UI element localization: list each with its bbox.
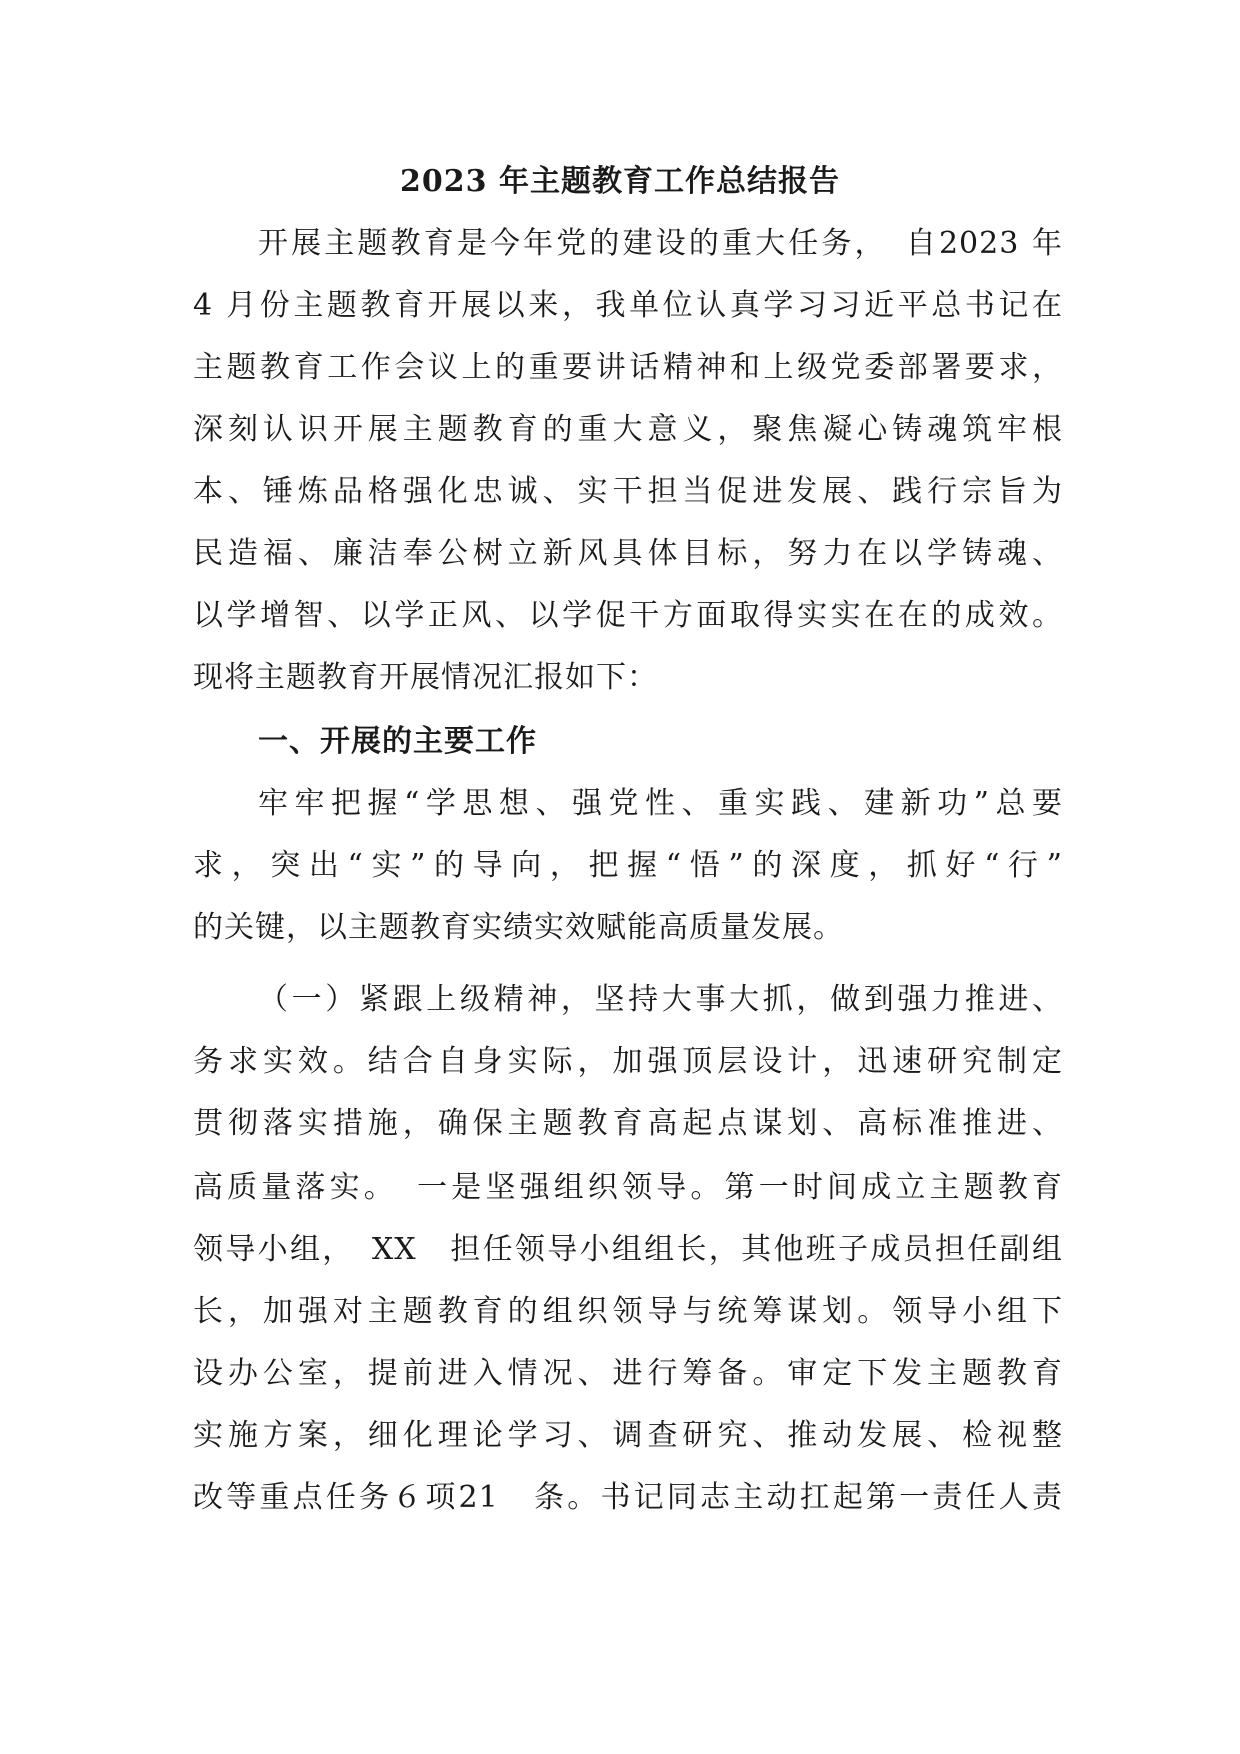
section-heading: 一、开展的主要工作 xyxy=(258,724,537,759)
paragraph-line: 实施方案，细化理论学习、调查研究、推动发展、检视整 xyxy=(193,1418,1063,1453)
paragraph-line: 长，加强对主题教育的组织领导与统筹谋划。领导小组下 xyxy=(193,1294,1063,1329)
paragraph-line: 设办公室，提前进入情况、进行筹备。审定下发主题教育 xyxy=(193,1356,1063,1391)
paragraph-line: 牢牢把握“学思想、强党性、重实践、建新功”总要 xyxy=(258,786,1063,821)
paragraph-line: 以学增智、以学正风、以学促干方面取得实实在在的成效。 xyxy=(193,598,1063,633)
paragraph-line: （一）紧跟上级精神，坚持大事大抓，做到强力推进、 xyxy=(258,982,1063,1017)
paragraph-line: 开展主题教育是今年党的建设的重大任务， 自2023 年 xyxy=(258,226,1063,261)
paragraph-line: 的关键，以主题教育实绩实效赋能高质量发展。 xyxy=(193,910,844,945)
paragraph-line: 现将主题教育开展情况汇报如下： xyxy=(193,660,658,695)
paragraph-line: 改等重点任务６项21 条。书记同志主动扛起第一责任人责 xyxy=(193,1480,1063,1515)
paragraph-line: 高质量落实。 一是坚强组织领导。第一时间成立主题教育 xyxy=(193,1170,1063,1205)
paragraph-line: 领导小组， XX 担任领导小组组长，其他班子成员担任副组 xyxy=(193,1232,1063,1267)
paragraph-line: 民造福、廉洁奉公树立新风具体目标，努力在以学铸魂、 xyxy=(193,536,1063,571)
paragraph-line: 务求实效。结合自身实际，加强顶层设计，迅速研究制定 xyxy=(193,1044,1063,1079)
paragraph-line: 深刻认识开展主题教育的重大意义，聚焦凝心铸魂筑牢根 xyxy=(193,412,1063,447)
paragraph-line: 贯彻落实措施，确保主题教育高起点谋划、高标准推进、 xyxy=(193,1106,1063,1141)
paragraph-line: 本、锤炼品格强化忠诚、实干担当促进发展、践行宗旨为 xyxy=(193,474,1063,509)
document-title: 2023 年主题教育工作总结报告 xyxy=(400,164,840,199)
paragraph-line: 求，突出“实”的导向，把握“悟”的深度，抓好“行” xyxy=(193,848,1063,883)
paragraph-line: 4 月份主题教育开展以来，我单位认真学习习近平总书记在 xyxy=(193,288,1063,323)
paragraph-line: 主题教育工作会议上的重要讲话精神和上级党委部署要求， xyxy=(193,350,1063,385)
